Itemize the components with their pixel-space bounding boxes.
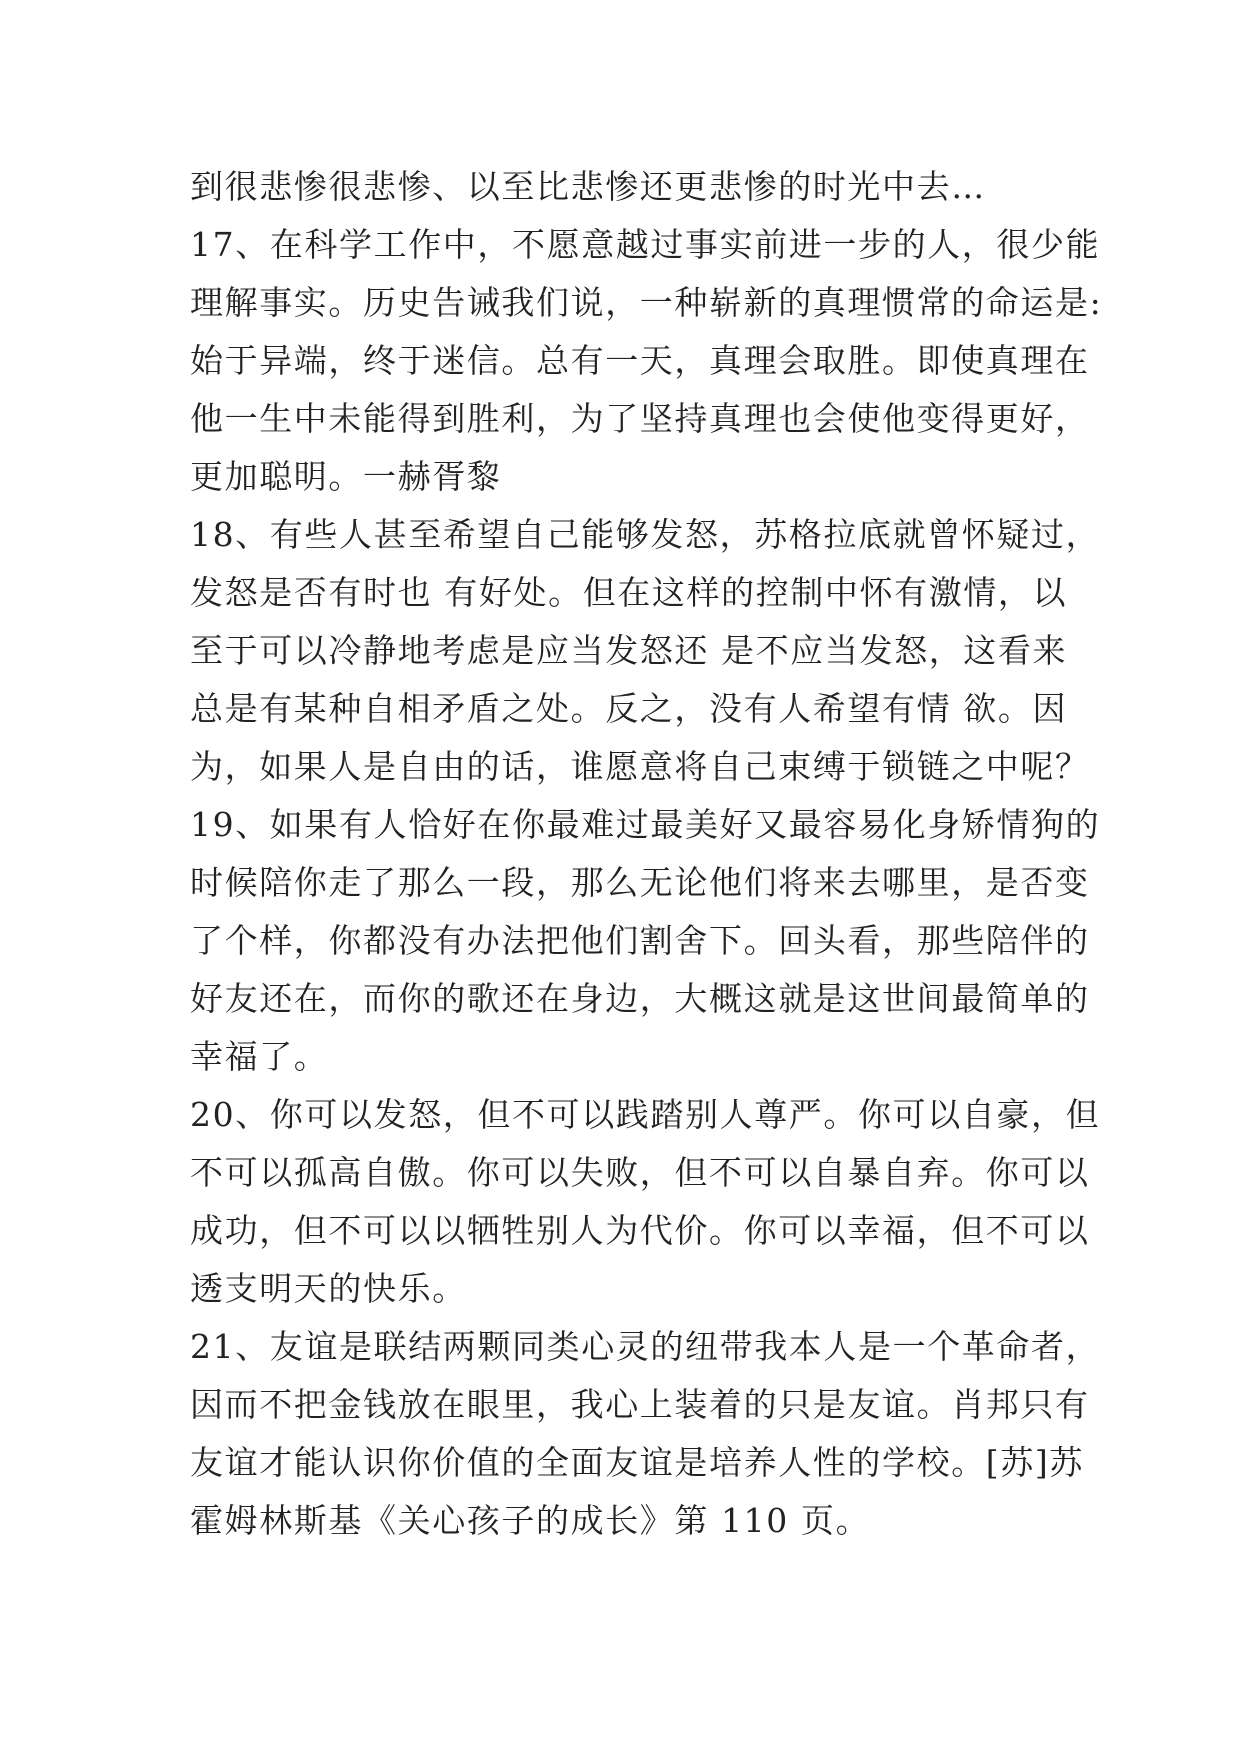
text-line: 好友还在，而你的歌还在身边，大概这就是这世间最简单的 [190, 979, 1090, 1018]
text-line: 发怒是否有时也 有好处。但在这样的控制中怀有激情，以 [190, 573, 1068, 612]
text-line: 总是有某种自相矛盾之处。反之，没有人希望有情 欲。因 [190, 689, 1068, 728]
text-line: 理解事实。历史告诫我们说，一种崭新的真理惯常的命运是: [190, 283, 1103, 322]
text-line: 20、你可以发怒，但不可以践踏别人尊严。你可以自豪，但 [190, 1095, 1101, 1134]
text-line: 他一生中未能得到胜利，为了坚持真理也会使他变得更好， [190, 399, 1090, 438]
text-line: 因而不把金钱放在眼里，我心上装着的只是友谊。肖邦只有 [190, 1385, 1090, 1424]
text-line: 透支明天的快乐。 [190, 1269, 467, 1308]
text-line: 19、如果有人恰好在你最难过最美好又最容易化身矫情狗的 [190, 805, 1101, 844]
text-line: 成功，但不可以以牺牲别人为代价。你可以幸福，但不可以 [190, 1211, 1090, 1250]
text-line: 霍姆林斯基《关心孩子的成长》第 110 页。 [190, 1501, 871, 1540]
document-body [190, 158, 1103, 1550]
text-line: 21、友谊是联结两颗同类心灵的纽带我本人是一个革命者， [190, 1327, 1101, 1366]
text-line: 更加聪明。一赫胥黎 [190, 457, 502, 496]
text-line: 幸福了。 [190, 1037, 329, 1076]
text-line: 到很悲惨很悲惨、以至比悲惨还更悲惨的时光中去… [190, 167, 986, 206]
text-line: 友谊才能认识你价值的全面友谊是培养人性的学校。[苏]苏 [190, 1443, 1084, 1482]
text-line: 为，如果人是自由的话，谁愿意将自己束缚于锁链之中呢？ [190, 747, 1090, 786]
text-line: 17、在科学工作中，不愿意越过事实前进一步的人，很少能 [190, 225, 1101, 264]
text-line: 不可以孤高自傲。你可以失败，但不可以自暴自弃。你可以 [190, 1153, 1090, 1192]
text-line: 时候陪你走了那么一段，那么无论他们将来去哪里，是否变 [190, 863, 1090, 902]
text-line: 始于异端，终于迷信。总有一天，真理会取胜。即使真理在 [190, 341, 1090, 380]
text-line: 了个样，你都没有办法把他们割舍下。回头看，那些陪伴的 [190, 921, 1090, 960]
text-line: 18、有些人甚至希望自己能够发怒，苏格拉底就曾怀疑过， [190, 515, 1101, 554]
text-line: 至于可以冷静地考虑是应当发怒还 是不应当发怒，这看来 [190, 631, 1068, 670]
